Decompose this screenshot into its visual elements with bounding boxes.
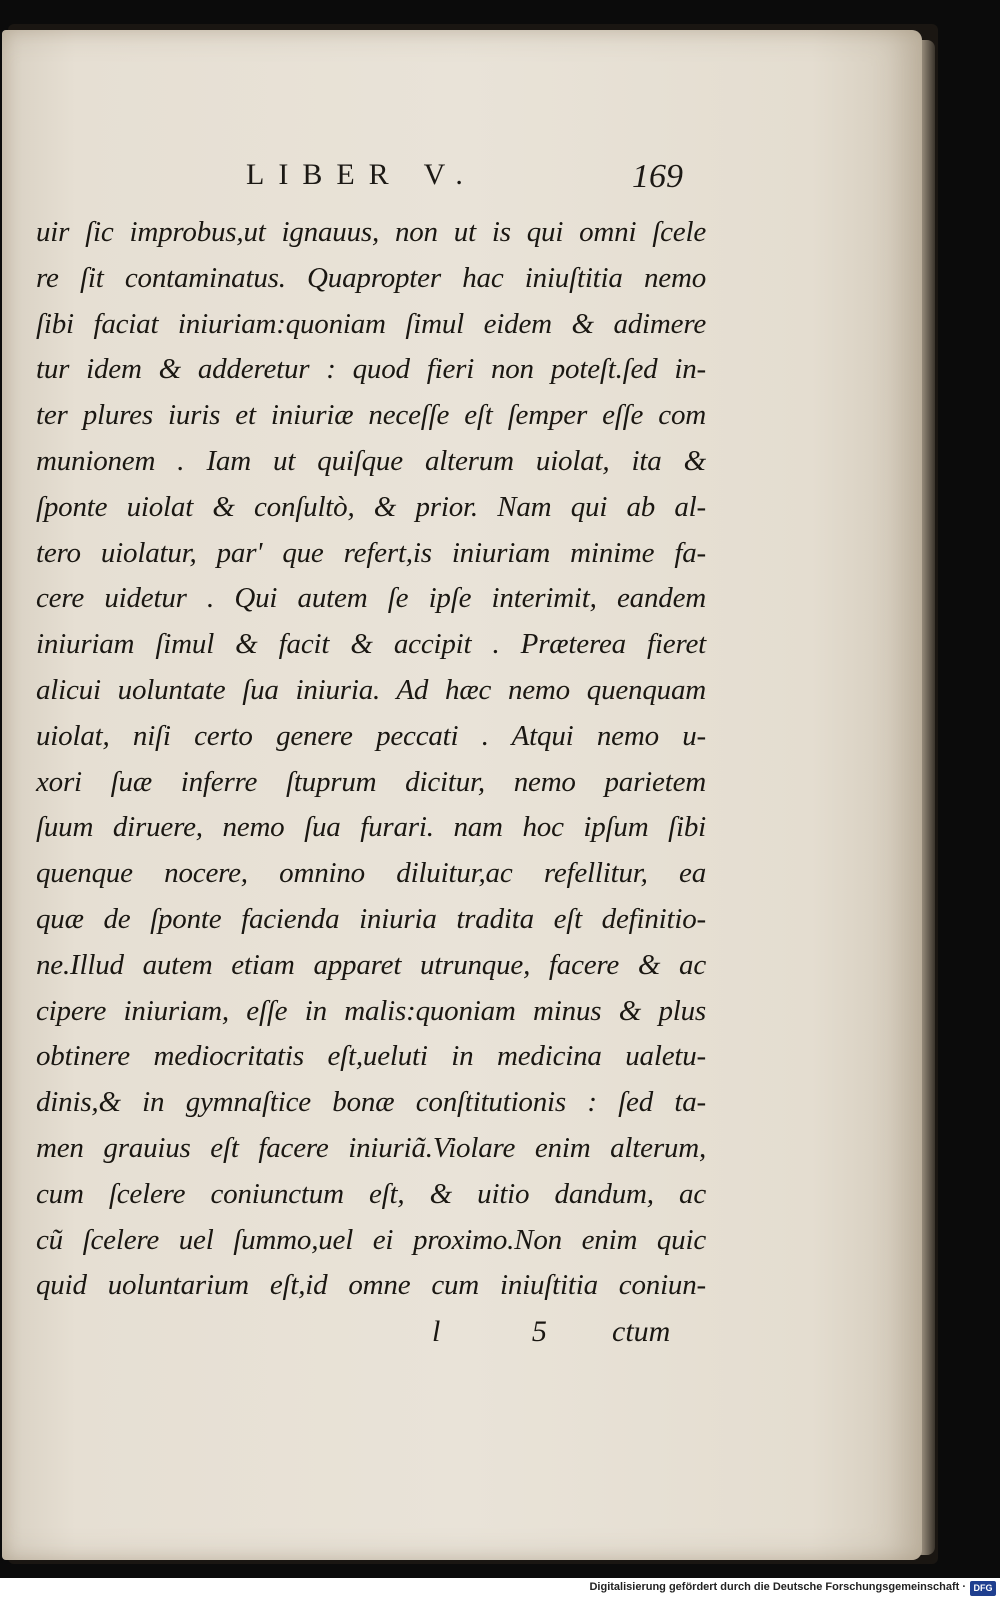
- digitization-credit: Digitalisierung gefördert durch die Deutsche Forschungsgemeinschaft ·: [589, 1581, 966, 1593]
- signature-mark: l 5: [432, 1315, 589, 1348]
- text-line: ne.Illud autem etiam apparet utrunque, facere & ac: [36, 948, 706, 981]
- text-line: quenque nocere, omnino diluitur,ac refellitur, ea: [36, 857, 706, 890]
- text-line: cipere iniuriam, eſſe in malis:quoniam minus & plus: [36, 994, 706, 1027]
- text-line: tur idem & adderetur : quod fieri non poteſt.ſed in-: [36, 353, 706, 386]
- text-line: ſuum diruere, nemo ſua furari. nam hoc ipſum ſibi: [36, 811, 706, 844]
- text-line: obtinere mediocritatis eſt,ueluti in medicina ualetu-: [36, 1040, 706, 1073]
- text-line: iniuriam ſimul & facit & accipit . Præterea fieret: [36, 628, 706, 661]
- text-line: munionem . Iam ut quiſque alterum uiolat, ita &: [36, 444, 706, 477]
- text-line: ſponte uiolat & conſultò, & prior. Nam qui ab al-: [36, 490, 706, 523]
- text-line: cum ſcelere coniunctum eſt, & uitio dandum, ac: [36, 1177, 706, 1210]
- text-line: cũ ſcelere uel ſummo,uel ei proximo.Non enim quic: [36, 1223, 706, 1256]
- text-line: xori ſuæ inferre ſtuprum dicitur, nemo parietem: [36, 765, 706, 798]
- text-line: uir ſic improbus,ut ignauus, non ut is qui omni ſcele: [36, 216, 706, 248]
- text-line: re ſit contaminatus. Quapropter hac iniuſtitia nemo: [36, 261, 706, 294]
- text-line: quæ de ſponte facienda iniuria tradita eſt definitio-: [36, 902, 706, 935]
- text-line: ſibi faciat iniuriam:quoniam ſimul eidem & adimere: [36, 307, 706, 340]
- text-line: ter plures iuris et iniuriæ neceſſe eſt ſemper eſſe com: [36, 399, 706, 432]
- text-line: men grauius eſt facere iniuriã.Violare enim alterum,: [36, 1131, 706, 1164]
- text-line: tero uiolatur, par' que refert,is iniuriam minime fa-: [36, 536, 706, 569]
- catchword: ctum: [612, 1315, 671, 1348]
- text-line: uiolat, niſi certo genere peccati . Atqui nemo u-: [36, 719, 706, 752]
- digitization-credit-bar: [0, 1578, 1000, 1600]
- text-line: cere uidetur . Qui autem ſe ipſe interimit, eandem: [36, 582, 706, 615]
- running-title: LIBER V.: [246, 158, 477, 191]
- text-line: dinis,& in gymnaſtice bonæ conſtitutionis : ſed ta-: [36, 1086, 706, 1119]
- page-number: 169: [632, 158, 683, 195]
- page-footer: [0, 1315, 1000, 1365]
- dfg-logo-icon[interactable]: DFG: [970, 1581, 996, 1596]
- body-text: [36, 210, 706, 1309]
- text-line: quid uoluntarium eſt,id omne cum iniuſtitia coniun-: [36, 1269, 706, 1302]
- page-header: [0, 158, 1000, 198]
- text-line: alicui uoluntate ſua iniuria. Ad hæc nemo quenquam: [36, 673, 706, 706]
